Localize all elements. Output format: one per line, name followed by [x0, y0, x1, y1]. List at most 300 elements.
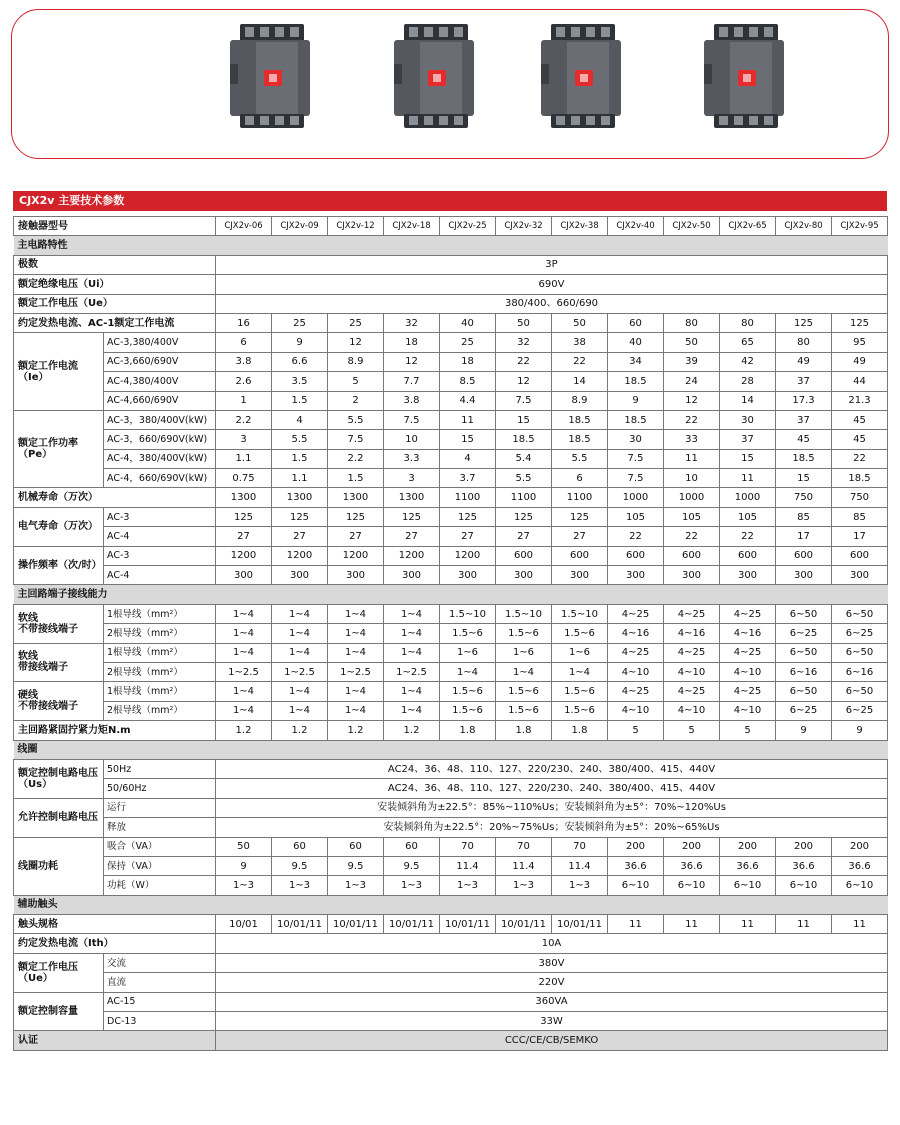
value-cell: 17.3 [776, 391, 832, 410]
value-cell: 22 [496, 352, 552, 371]
sub-label: 保持（VA） [104, 856, 216, 875]
value-cell: 12 [384, 352, 440, 371]
merged-value: 10A [216, 934, 888, 953]
table-row [14, 818, 888, 837]
row-label: 极数 [14, 255, 216, 274]
value-cell: 6~25 [776, 701, 832, 720]
table-row [14, 837, 888, 856]
value-cell: 36.6 [776, 856, 832, 875]
value-cell: 4~10 [664, 662, 720, 681]
value-cell: 9 [832, 721, 888, 740]
value-cell: 6~10 [664, 876, 720, 895]
terminal-screw [409, 27, 418, 37]
sub-label: 1根导线（mm²） [104, 604, 216, 623]
value-cell: 50 [664, 333, 720, 352]
value-cell: 6~50 [776, 682, 832, 701]
terminal-screw [586, 27, 595, 37]
row-label: 约定发热电流（Ith） [14, 934, 216, 953]
value-cell: 18.5 [608, 410, 664, 429]
value-cell: 1300 [328, 488, 384, 507]
value-cell: 1~4 [272, 682, 328, 701]
model-header: CJX2v-80 [776, 217, 832, 236]
sub-label: 交流 [104, 953, 216, 972]
value-cell: 1~3 [272, 876, 328, 895]
value-cell: 600 [832, 546, 888, 565]
value-cell: 22 [832, 449, 888, 468]
table-row [14, 449, 888, 468]
section-title: 线圈 [14, 740, 888, 759]
terminal-screw [601, 116, 610, 125]
table-row [14, 701, 888, 720]
value-cell: 6~25 [832, 624, 888, 643]
value-cell: 10/01/11 [384, 915, 440, 934]
value-cell: 10/01/11 [496, 915, 552, 934]
value-cell: 1~3 [496, 876, 552, 895]
value-cell: 1~4 [384, 624, 440, 643]
group-label: 额定工作功率（Pe） [14, 410, 104, 488]
table-row [14, 856, 888, 875]
table-row [14, 721, 888, 740]
value-cell: 600 [776, 546, 832, 565]
value-cell: 6~10 [720, 876, 776, 895]
value-cell: 45 [832, 430, 888, 449]
value-cell: 95 [832, 333, 888, 352]
value-cell: 6.6 [272, 352, 328, 371]
value-cell: 5 [720, 721, 776, 740]
value-cell: 25 [328, 313, 384, 332]
value-cell: 85 [832, 507, 888, 526]
value-cell: 5.5 [328, 410, 384, 429]
indicator [269, 74, 277, 82]
value-cell: 1~4 [328, 624, 384, 643]
group-label: 额定控制容量 [14, 992, 104, 1031]
value-cell: 1~3 [216, 876, 272, 895]
row-label: 额定工作电压（Ue） [14, 294, 216, 313]
value-cell: 1~4 [328, 604, 384, 623]
value-cell: 18.5 [552, 410, 608, 429]
value-cell: 6~16 [832, 662, 888, 681]
value-cell: 18 [384, 333, 440, 352]
value-cell: 6~10 [608, 876, 664, 895]
merged-value: 360VA [216, 992, 888, 1011]
terminal-screw [454, 116, 463, 125]
value-cell: 11.4 [552, 856, 608, 875]
value-cell: 1.8 [440, 721, 496, 740]
model-header: CJX2v-25 [440, 217, 496, 236]
contactor-product-3 [537, 22, 629, 130]
value-cell: 300 [272, 566, 328, 585]
value-cell: 10/01/11 [328, 915, 384, 934]
value-cell: 10 [664, 469, 720, 488]
sub-label: 2根导线（mm²） [104, 662, 216, 681]
section-title: 辅助触头 [14, 895, 888, 914]
table-row [14, 604, 888, 623]
value-cell: 1~6 [552, 643, 608, 662]
terminal-screw [290, 27, 299, 37]
terminal-screw [260, 116, 269, 125]
table-row [14, 372, 888, 391]
group-label: 额定工作电压（Ue） [14, 953, 104, 992]
table-row [14, 430, 888, 449]
sub-label: 吸合（VA） [104, 837, 216, 856]
model-header: CJX2v-09 [272, 217, 328, 236]
terminal-screw [764, 116, 773, 125]
section-row [14, 740, 888, 759]
header-label: 接触器型号 [14, 217, 216, 236]
value-cell: 1000 [664, 488, 720, 507]
value-cell: 11 [832, 915, 888, 934]
table-row [14, 915, 888, 934]
value-cell: 4~25 [720, 643, 776, 662]
row-label: 触头规格 [14, 915, 216, 934]
terminal-screw [749, 116, 758, 125]
value-cell: 11 [664, 915, 720, 934]
value-cell: 0.75 [216, 469, 272, 488]
value-cell: 7.5 [384, 410, 440, 429]
value-cell: 300 [496, 566, 552, 585]
value-cell: 1.5~10 [440, 604, 496, 623]
value-cell: 10/01/11 [440, 915, 496, 934]
value-cell: 18.5 [496, 430, 552, 449]
header-row [14, 217, 888, 236]
group-label: 额定工作电流（Ie） [14, 333, 104, 411]
value-cell: 200 [608, 837, 664, 856]
value-cell: 6~10 [776, 876, 832, 895]
value-cell: 300 [328, 566, 384, 585]
table-row [14, 313, 888, 332]
sub-label: 1根导线（mm²） [104, 643, 216, 662]
value-cell: 45 [832, 410, 888, 429]
value-cell: 9 [216, 856, 272, 875]
value-cell: 11 [440, 410, 496, 429]
mount-clip [394, 64, 402, 84]
table-row [14, 953, 888, 972]
value-cell: 3.3 [384, 449, 440, 468]
value-cell: 1~4 [216, 643, 272, 662]
value-cell: 11 [720, 915, 776, 934]
value-cell: 18.5 [832, 469, 888, 488]
group-label: 线圈功耗 [14, 837, 104, 895]
value-cell: 300 [720, 566, 776, 585]
value-cell: 70 [496, 837, 552, 856]
terminal-screw [424, 27, 433, 37]
value-cell: 6~50 [832, 682, 888, 701]
value-cell: 1~4 [384, 701, 440, 720]
value-cell: 18.5 [552, 430, 608, 449]
value-cell: 6~50 [776, 604, 832, 623]
sub-label: 2根导线（mm²） [104, 701, 216, 720]
value-cell: 32 [384, 313, 440, 332]
value-cell: 1.5 [272, 391, 328, 410]
value-cell: 1300 [384, 488, 440, 507]
table-row [14, 1012, 888, 1031]
value-cell: 27 [496, 527, 552, 546]
value-cell: 15 [440, 430, 496, 449]
mount-clip [704, 64, 712, 84]
value-cell: 200 [720, 837, 776, 856]
table-row [14, 643, 888, 662]
value-cell: 125 [272, 507, 328, 526]
value-cell: 10/01/11 [272, 915, 328, 934]
model-header: CJX2v-65 [720, 217, 776, 236]
value-cell: 6 [216, 333, 272, 352]
merged-value: 380V [216, 953, 888, 972]
sub-label: AC-4,660/690V [104, 391, 216, 410]
value-cell: 105 [664, 507, 720, 526]
sub-label: 直流 [104, 973, 216, 992]
value-cell: 36.6 [832, 856, 888, 875]
terminal-screw [290, 116, 299, 125]
value-cell: 38 [552, 333, 608, 352]
value-cell: 50 [496, 313, 552, 332]
value-cell: 1~6 [496, 643, 552, 662]
merged-value: 33W [216, 1012, 888, 1031]
value-cell: 125 [440, 507, 496, 526]
section-row [14, 236, 888, 255]
value-cell: 1000 [608, 488, 664, 507]
value-cell: 6~16 [776, 662, 832, 681]
value-cell: 11 [720, 469, 776, 488]
value-cell: 10/01 [216, 915, 272, 934]
value-cell: 1200 [328, 546, 384, 565]
terminal-screw [586, 116, 595, 125]
value-cell: 11 [776, 915, 832, 934]
table-row [14, 488, 888, 507]
value-cell: 7.5 [608, 449, 664, 468]
value-cell: 4~25 [664, 604, 720, 623]
contactor-product-4 [700, 22, 792, 130]
value-cell: 4~10 [664, 701, 720, 720]
value-cell: 2.2 [216, 410, 272, 429]
sub-label: 功耗（W） [104, 876, 216, 895]
terminal-screw [764, 27, 773, 37]
sub-label: AC-3 [104, 546, 216, 565]
value-cell: 8.5 [440, 372, 496, 391]
value-cell: 1~4 [552, 662, 608, 681]
value-cell: 27 [216, 527, 272, 546]
value-cell: 42 [720, 352, 776, 371]
value-cell: 1~6 [440, 643, 496, 662]
value-cell: 1.5~6 [440, 682, 496, 701]
table-row [14, 391, 888, 410]
value-cell: 1~2.5 [384, 662, 440, 681]
value-cell: 25 [272, 313, 328, 332]
value-cell: 7.5 [608, 469, 664, 488]
value-cell: 9 [272, 333, 328, 352]
table-row [14, 333, 888, 352]
terminal-screw [571, 116, 580, 125]
terminal-screw [734, 116, 743, 125]
value-cell: 600 [664, 546, 720, 565]
value-cell: 15 [720, 449, 776, 468]
value-cell: 27 [552, 527, 608, 546]
value-cell: 21.3 [832, 391, 888, 410]
value-cell: 105 [608, 507, 664, 526]
sub-label: AC-4，380/400V(kW) [104, 449, 216, 468]
value-cell: 1.5~6 [496, 701, 552, 720]
value-cell: 6~25 [832, 701, 888, 720]
value-cell: 1~2.5 [328, 662, 384, 681]
terminal-screw [719, 27, 728, 37]
value-cell: 27 [440, 527, 496, 546]
sub-label: 释放 [104, 818, 216, 837]
table-row [14, 934, 888, 953]
value-cell: 1~4 [328, 701, 384, 720]
terminal-screw [409, 116, 418, 125]
value-cell: 1.5~6 [496, 624, 552, 643]
value-cell: 30 [608, 430, 664, 449]
value-cell: 300 [552, 566, 608, 585]
value-cell: 105 [720, 507, 776, 526]
value-cell: 36.6 [664, 856, 720, 875]
value-cell: 1.5 [272, 449, 328, 468]
value-cell: 1~3 [440, 876, 496, 895]
value-cell: 1.5~10 [496, 604, 552, 623]
value-cell: 25 [440, 333, 496, 352]
value-cell: 1~4 [272, 701, 328, 720]
value-cell: 1.8 [496, 721, 552, 740]
value-cell: 80 [776, 333, 832, 352]
terminal-screw [601, 27, 610, 37]
model-header: CJX2v-06 [216, 217, 272, 236]
value-cell: 1000 [720, 488, 776, 507]
group-label: 软线 带接线端子 [14, 643, 104, 682]
value-cell: 4~16 [664, 624, 720, 643]
value-cell: 27 [272, 527, 328, 546]
value-cell: 1.1 [272, 469, 328, 488]
value-cell: 7.7 [384, 372, 440, 391]
table-row [14, 973, 888, 992]
group-label: 硬线 不带接线端子 [14, 682, 104, 721]
terminal-screw [424, 116, 433, 125]
value-cell: 1.5~6 [440, 624, 496, 643]
sub-label: DC-13 [104, 1012, 216, 1031]
indicator [580, 74, 588, 82]
sub-label: 运行 [104, 798, 216, 817]
value-cell: 24 [664, 372, 720, 391]
value-cell: 1.5~6 [552, 682, 608, 701]
value-cell: 1100 [552, 488, 608, 507]
value-cell: 200 [776, 837, 832, 856]
merged-value: 690V [216, 275, 888, 294]
value-cell: 6~10 [832, 876, 888, 895]
value-cell: 300 [608, 566, 664, 585]
value-cell: 22 [664, 410, 720, 429]
model-header: CJX2v-95 [832, 217, 888, 236]
value-cell: 7.5 [496, 391, 552, 410]
value-cell: 300 [384, 566, 440, 585]
value-cell: 1~4 [328, 682, 384, 701]
table-row [14, 546, 888, 565]
value-cell: 2.2 [328, 449, 384, 468]
model-header: CJX2v-38 [552, 217, 608, 236]
contactor-product-1 [226, 22, 318, 130]
value-cell: 37 [776, 372, 832, 391]
value-cell: 60 [272, 837, 328, 856]
value-cell: 11.4 [440, 856, 496, 875]
group-label: 软线 不带接线端子 [14, 604, 104, 643]
value-cell: 1 [216, 391, 272, 410]
value-cell: 300 [776, 566, 832, 585]
table-row [14, 876, 888, 895]
terminal-screw [571, 27, 580, 37]
value-cell: 50 [552, 313, 608, 332]
value-cell: 4.4 [440, 391, 496, 410]
row-label: 额定绝缘电压（Ui） [14, 275, 216, 294]
value-cell: 15 [496, 410, 552, 429]
table-row [14, 527, 888, 546]
group-label: 额定控制电路电压（Us） [14, 759, 104, 798]
terminal-screw [439, 116, 448, 125]
value-cell: 1.1 [216, 449, 272, 468]
value-cell: 1.8 [552, 721, 608, 740]
table-row [14, 507, 888, 526]
table-row [14, 469, 888, 488]
value-cell: 15 [776, 469, 832, 488]
value-cell: 1~4 [216, 682, 272, 701]
sub-label: AC-4，660/690V(kW) [104, 469, 216, 488]
value-cell: 1.5~6 [440, 701, 496, 720]
value-cell: 5.5 [496, 469, 552, 488]
model-header: CJX2v-18 [384, 217, 440, 236]
model-header: CJX2v-32 [496, 217, 552, 236]
value-cell: 1.5~10 [552, 604, 608, 623]
value-cell: 34 [608, 352, 664, 371]
value-cell: 5.5 [552, 449, 608, 468]
value-cell: 14 [720, 391, 776, 410]
value-cell: 60 [384, 837, 440, 856]
value-cell: 4~16 [608, 624, 664, 643]
value-cell: 80 [720, 313, 776, 332]
value-cell: 14 [552, 372, 608, 391]
value-cell: 45 [776, 430, 832, 449]
sub-label: AC-3,660/690V [104, 352, 216, 371]
value-cell: 1100 [440, 488, 496, 507]
value-cell: 85 [776, 507, 832, 526]
table-row [14, 662, 888, 681]
value-cell: 4~25 [664, 682, 720, 701]
sub-label: AC-4,380/400V [104, 372, 216, 391]
value-cell: 1200 [384, 546, 440, 565]
value-cell: 4~25 [664, 643, 720, 662]
value-cell: 1200 [440, 546, 496, 565]
table-row [14, 294, 888, 313]
value-cell: 4~25 [608, 643, 664, 662]
value-cell: 8.9 [552, 391, 608, 410]
value-cell: 300 [440, 566, 496, 585]
sub-label: AC-4 [104, 527, 216, 546]
value-cell: 28 [720, 372, 776, 391]
table-row [14, 275, 888, 294]
value-cell: 300 [216, 566, 272, 585]
merged-value: AC24、36、48、110、127、220/230、240、380/400、415、440V [216, 779, 888, 798]
value-cell: 2 [328, 391, 384, 410]
value-cell: 4~10 [720, 701, 776, 720]
terminal-screw [734, 27, 743, 37]
value-cell: 22 [552, 352, 608, 371]
value-cell: 125 [832, 313, 888, 332]
value-cell: 9.5 [384, 856, 440, 875]
value-cell: 1~2.5 [272, 662, 328, 681]
value-cell: 1~4 [272, 643, 328, 662]
value-cell: 4~25 [608, 682, 664, 701]
group-label: 电气寿命（万次） [14, 507, 104, 546]
terminal-screw [245, 116, 254, 125]
row-label: 认证 [14, 1031, 216, 1050]
terminal-screw [749, 27, 758, 37]
value-cell: 125 [216, 507, 272, 526]
value-cell: 1~3 [552, 876, 608, 895]
